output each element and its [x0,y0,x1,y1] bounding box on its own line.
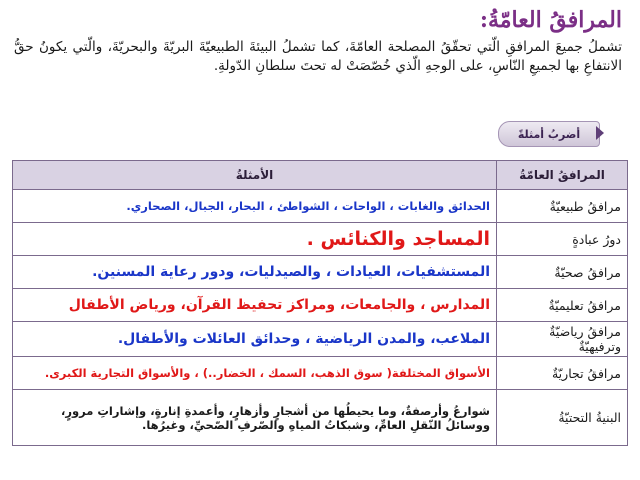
examples-tag-label: أضربُ أمثلةً [517,127,581,141]
tag-arrow-icon [596,126,604,140]
header-facility: المرافقُ العامّةُ [497,161,628,190]
facility-examples: شوارعُ وأرصفةٌ، وما يحيطُها من أشجارٍ وأزهارٍ، وأعمدةِ إنارةٍ، وإشاراتِ مرورٍ، ووسائلُ النّقلِ العامِّ، وشبكاتُ المياهِ والصّرفِ الصّحيِّ، وغيرُها. [13,390,497,446]
table-row [13,256,628,289]
table-row [13,322,628,357]
facility-examples: الحدائق والغابات ، الواحات ، الشواطئ ، البحار، الجبال، الصحاري. [13,190,497,223]
table-row [13,223,628,256]
header-examples: الأمثلةُ [13,161,497,190]
facility-examples: الأسواق المختلفة( سوق الذهب، السمك ، الخضار..) ، والأسواق التجارية الكبرى. [13,357,497,390]
facility-name: مرافقُ طبيعيّةٌ [497,190,628,223]
facility-name: مرافقُ تعليميّةٌ [497,289,628,322]
facility-examples: المساجد والكنائس . [13,223,497,256]
facility-name: دورُ عبادةٍ [497,223,628,256]
table-row [13,190,628,223]
facility-name: مرافقُ تجاريّةٌ [497,357,628,390]
facilities-table [12,160,628,446]
facility-examples: المستشفيات، العيادات ، والصيدليات، ودور رعاية المسنين. [13,256,497,289]
facility-name: مرافقُ صحيّةٌ [497,256,628,289]
table-row [13,289,628,322]
facility-examples: المدارس ، والجامعات، ومراكز تحفيظ القرآن، ورياض الأطفال [13,289,497,322]
table-header-row [13,161,628,190]
table-row [13,357,628,390]
facility-examples: الملاعب، والمدن الرياضية ، وحدائق العائلات والأطفال. [13,322,497,357]
section-heading: المرافقُ العامّةُ: [479,7,622,33]
facility-name: مرافقُ رياضيّةٌ وترفيهيّةٌ [497,322,628,357]
table-row [13,390,628,446]
facility-name: البنيةُ التحتيّةُ [497,390,628,446]
examples-tag [498,121,600,147]
definition-paragraph: تشملُ جميعَ المرافقِ الّتي تحقّقُ المصلحة العامّةَ، كما تشملُ البيئةَ الطبيعيّةَ البريّةَ والبحريّةَ، والّتي يكونُ حقُّ الانتفاعِ بها لجميعِ النّاسِ، على الوجهِ الّذي خُصّصَتْ له تحتَ سلطانِ الدّولةِ. [14,39,622,74]
